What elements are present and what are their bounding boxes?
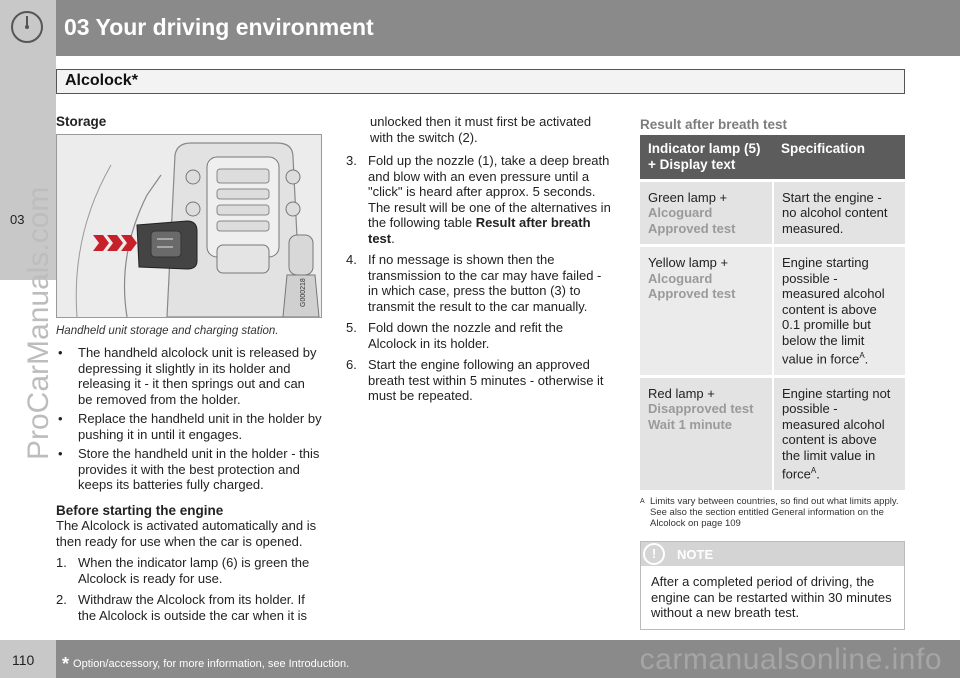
table-footnote [640,496,905,529]
spec-text: Engine starting not possible - measured alcohol content is above the limit value in force [782,385,891,482]
figure-code: G000218 [300,277,307,307]
storage-bullets [56,345,322,493]
before-starting-intro: The Alcolock is activated automatically and is then ready for use when the car is opened. [56,518,317,549]
footer-note-text: Option/accessory, for more information, see Introduction. [73,658,350,670]
step-text: Fold up the nozzle (1), take a deep breath and blow with an even pressure until a "click" is heard after approx. 5 seconds. The result will be one of the alternatives in the following table [368,153,611,230]
note-header [641,542,904,566]
note-box [640,541,905,630]
step-number: 3. [346,153,357,168]
display-text: Alcoguard Approved test [648,270,736,301]
step-text: Fold down the nozzle and refit the Alcolock in its holder. [368,320,564,351]
step-number: 1. [56,555,67,570]
spec-end: . [864,351,869,367]
section-title: Alcolock* [65,72,138,89]
column-1 [56,114,322,629]
column-2 [346,114,614,410]
spec-end: . [816,466,820,482]
storage-figure [56,134,322,318]
footnote-ref: A [859,351,865,360]
step-number: 2. [56,592,67,607]
footnote-mark: A [640,498,645,506]
bullet-item: • The handheld alcolock unit is released by depressing it slightly in its holder and releasing it - it then springs out and can be removed from the holder. [56,345,322,407]
lamp-text: Red lamp + [648,385,715,401]
step-number: 5. [346,320,357,335]
step-text: Start the engine following an approved breath test within 5 minutes - otherwise it must be repeated. [368,357,604,403]
footer-watermark: carmanualsonline.info [639,643,942,676]
display-text: Disapproved test Wait 1 minute [648,401,754,432]
before-starting-heading: Before starting the engine [56,502,224,518]
step-bold-ref: Result after breath test [368,215,591,246]
steps-list-2 [346,153,614,404]
header-icon-box [0,0,56,56]
storage-heading: Storage [56,114,107,129]
spec-text: Start the engine - no alcohol content measured. [782,189,888,236]
footnote-text: Limits vary between countries, so find out what limits apply. See also the section entitled General information on the Alcolock on page 109 [650,496,899,530]
spec-cell [773,180,905,246]
chapter-tab-number: 03 [10,212,25,227]
chapter-title: 03 Your driving environment [64,14,374,40]
spec-text: Engine starting possible - measured alcohol content is above 0.1 promille but below the limit value in force [782,255,885,367]
bullet-item: • Replace the handheld unit in the holder by pushing it in until it engages. [56,411,322,442]
table-header-lamp: Indicator lamp (5) + Display text [640,135,773,181]
table-row [640,180,905,246]
table-row [640,246,905,377]
footer-note [62,654,349,675]
step-item [346,320,614,351]
spec-cell [773,376,905,490]
step-number: 4. [346,252,357,267]
column-3 [640,117,905,630]
note-title: NOTE [677,547,714,563]
result-table [640,135,905,491]
spec-cell [773,246,905,377]
step-item [346,357,614,404]
info-icon: ! [643,543,665,565]
lamp-cell [640,180,773,246]
step-item [56,592,322,623]
footnote-ref: A [810,466,817,476]
step-text: If no message is shown then the transmission to the car may have failed - in which case, press the button (3) to transmit the result to the car manually. [368,252,602,314]
result-heading: Result after breath test [640,117,788,132]
step-text-end: . [391,230,395,246]
lamp-text: Green lamp + [648,189,728,205]
step-item [56,555,322,586]
steps-list-1 [56,555,322,623]
console-illustration [57,135,321,317]
gauge-icon [10,10,44,44]
table-row [640,376,905,490]
step-item [346,153,614,246]
table-header-spec: Specification [773,135,905,181]
side-watermark: ProCarManuals.com [22,186,55,460]
step-text: Withdraw the Alcolock from its holder. If the Alcolock is outside the car when it is [78,592,308,623]
lamp-cell [640,246,773,377]
step-text: When the indicator lamp (6) is green the Alcolock is ready for use. [78,555,310,586]
page-number: 110 [12,652,35,668]
display-text: Alcoguard Approved test [648,205,736,236]
step-item [346,252,614,314]
lamp-text: Yellow lamp + [648,255,729,270]
step-number: 6. [346,357,357,372]
figure-caption: Handheld unit storage and charging station. [56,324,279,337]
step-continuation: unlocked then it must first be activated with the switch (2). [370,114,592,145]
bullet-item: • Store the handheld unit in the holder - this provides it with the best protection and keeps its batteries fully charged. [56,446,322,493]
footer-star: * [62,654,70,674]
lamp-cell [640,376,773,490]
section-title-bar [56,69,905,94]
note-text: After a completed period of driving, the engine can be restarted within 30 minutes without a new breath test. [651,574,892,621]
table-header-row [640,135,905,181]
